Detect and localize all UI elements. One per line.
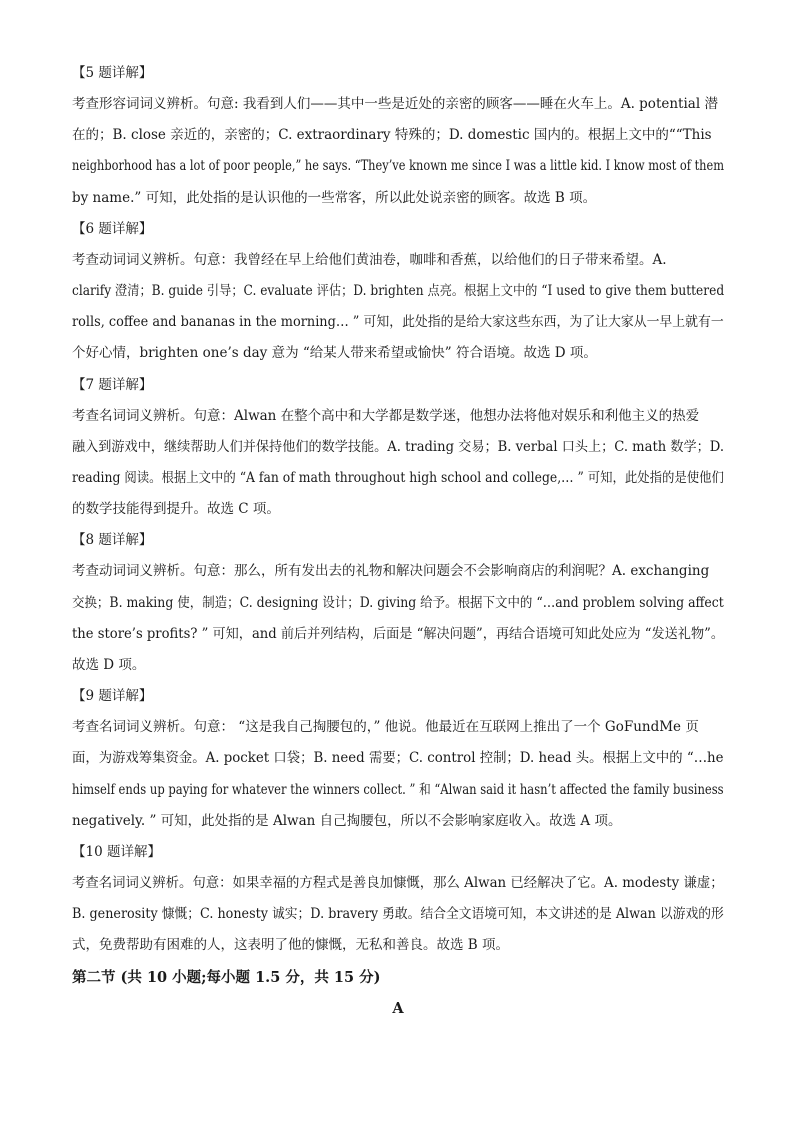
- explanation-line: 考查名词词义辨析。句意：如果幸福的方程式是善良加慷慨，那么 Alwan 已经解决了它。A. modesty 谦虚；: [72, 875, 724, 892]
- question-8-explanation: [72, 556, 724, 681]
- explanation-line: 融入到游戏中，继续帮助人们并保持他们的数学技能。A. trading 交易；B. verbal 口头上；C. math 数学；D.: [72, 438, 725, 455]
- question-10-explanation: [72, 868, 724, 962]
- explanation-line: 在的；B. close 亲近的，亲密的；C. extraordinary 特殊的；D. domestic 国内的。根据上文中的““This: [72, 127, 712, 144]
- explanation-line: 考查形容词词义辨析。句意: 我看到人们——其中一些是近处的亲密的顾客——睡在火车上。A. potential 潜: [72, 96, 718, 112]
- question-9-heading: 【9 题详解】: [72, 688, 153, 705]
- explanation-line: 面，为游戏筹集资金。A. pocket 口袋；B. need 需要；C. control 控制；D. head 头。根据上文中的 “…he: [72, 750, 724, 767]
- question-6-explanation: [72, 245, 724, 370]
- explanation-line: 故选 D 项。: [72, 657, 146, 674]
- explanation-line: 式，免费帮助有困难的人，这表明了他的慷慨，无私和善良。故选 B 项。: [72, 937, 510, 954]
- section-title: 第二节 (共 10 小题;每小题 1.5 分，共 15 分): [72, 968, 381, 986]
- question-5-explanation: [72, 89, 724, 214]
- explanation-line: himself ends up paying for whatever the winners collect. ” 和 “Alwan said it hasn’t affected the family business: [72, 781, 724, 798]
- explanation-line: 考查动词词义辨析。句意：那么，所有发出去的礼物和解决问题会不会影响商店的利润呢？A. exchanging: [72, 563, 710, 580]
- explanation-line: 考查动词词义辨析。句意：我曾经在早上给他们黄油卷，咖啡和香蕉，以给他们的日子带来希望。A.: [72, 251, 667, 268]
- question-8-heading: 【8 题详解】: [72, 532, 153, 549]
- explanation-line: the store’s profits? ” 可知，and 前后并列结构，后面是 “解决问题”，再结合语境可知此处应为 “发送礼物”。: [72, 625, 725, 642]
- explanation-line: 个好心情，brighten one’s day 意为 “给某人带来希望或愉快” 符合语境。故选 D 项。: [72, 345, 597, 362]
- question-7-heading: 【7 题详解】: [72, 376, 153, 393]
- question-5-heading: 【5 题详解】: [72, 65, 153, 81]
- document-page: [72, 58, 724, 1024]
- question-9-explanation: [72, 712, 724, 837]
- explanation-line: clarify 澄清；B. guide 引导；C. evaluate 评估；D. brighten 点亮。根据上文中的 “I used to give them buttered: [72, 283, 725, 300]
- explanation-line: by name.” 可知，此处指的是认识他的一些常客，所以此处说亲密的顾客。故选 B 项。: [72, 189, 597, 206]
- explanation-line: 考查名词词义辨析。句意：Alwan 在整个高中和大学都是数学迷，他想办法将他对娱乐和利他主义的热爱: [72, 407, 700, 424]
- question-10-heading: 【10 题详解】: [72, 844, 161, 861]
- explanation-line: B. generosity 慷慨；C. honesty 诚实；D. bravery 勇敢。结合全文语境可知，本文讲述的是 Alwan 以游戏的形: [72, 906, 724, 923]
- explanation-line: 考查名词词义辨析。句意： “这是我自己掏腰包的，” 他说。他最近在互联网上推出了一个 GoFundMe 页: [72, 719, 699, 736]
- explanation-line: reading 阅读。根据上文中的 “A fan of math throughout high school and college,… ” 可知，此处指的是使他们: [72, 470, 724, 487]
- explanation-line: rolls, coffee and bananas in the morning… ” 可知，此处指的是给大家这些东西，为了让大家从一早上就有一: [72, 314, 724, 331]
- question-7-explanation: [72, 401, 724, 526]
- passage-label: A: [392, 999, 404, 1017]
- question-6-heading: 【6 题详解】: [72, 220, 153, 237]
- explanation-line: neighborhood has a lot of poor people,” he says. “They’ve known me since I was a little kid. I know most of them: [72, 158, 725, 175]
- explanation-line: 的数学技能得到提升。故选 C 项。: [72, 501, 280, 518]
- explanation-line: negatively. ” 可知，此处指的是 Alwan 自己掏腰包，所以不会影响家庭收入。故选 A 项。: [72, 812, 622, 829]
- explanation-line: 交换；B. making 使，制造；C. designing 设计；D. giving 给予。根据下文中的 “…and problem solving affect: [72, 594, 724, 611]
